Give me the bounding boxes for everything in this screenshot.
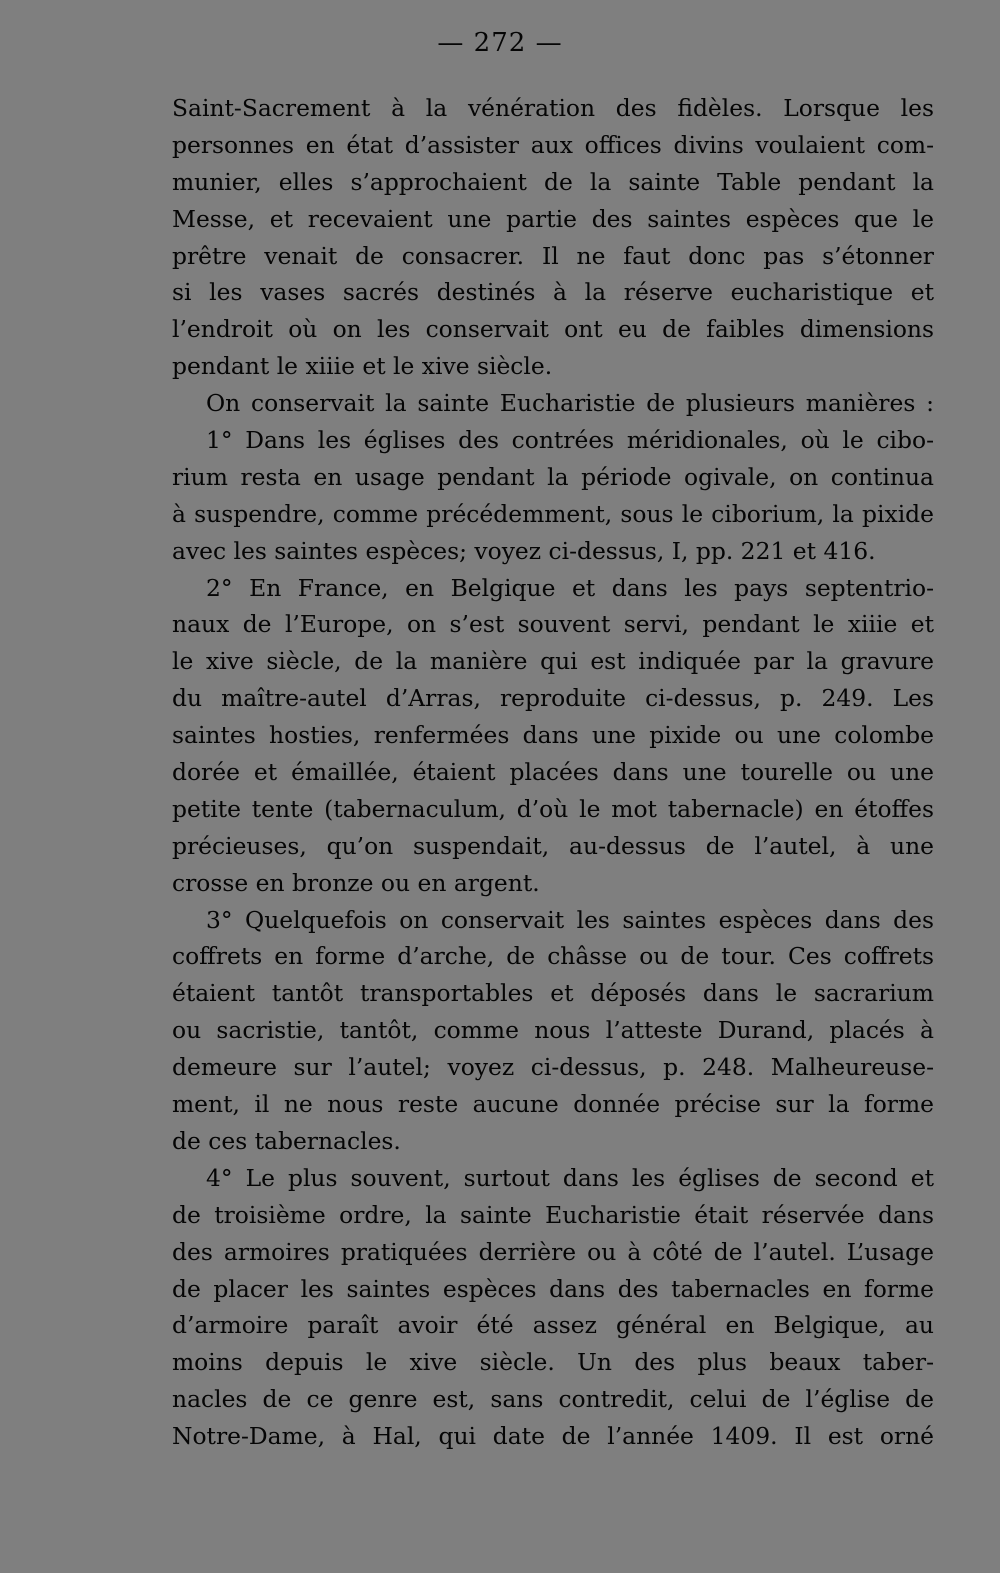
text-line: 4° Le plus souvent, surtout dans les églises de second et: [206, 1163, 934, 1192]
text-line: 1° Dans les églises des contrées méridionales, où le cibo-: [206, 426, 934, 455]
text-line: étaient tantôt transportables et déposés dans le sacrarium: [172, 979, 934, 1008]
text-line: demeure sur l’autel; voyez ci-dessus, p. 248. Malheureuse-: [172, 1053, 934, 1082]
text-line: petite tente (tabernaculum, d’où le mot tabernacle) en étoffes: [172, 794, 934, 823]
text-line: 3° Quelquefois on conservait les saintes espèces dans des: [206, 905, 934, 934]
text-line: de placer les saintes espèces dans des tabernacles en forme: [172, 1274, 934, 1303]
text-line: à suspendre, comme précédemment, sous le ciborium, la pixide: [172, 499, 934, 528]
text-line: du maître-autel d’Arras, reproduite ci-dessus, p. 249. Les: [172, 684, 934, 713]
page-number: — 272 —: [437, 28, 563, 58]
text-line: avec les saintes espèces; voyez ci-dessus, I, pp. 221 et 416.: [172, 536, 876, 565]
text-line: ou sacristie, tantôt, comme nous l’atteste Durand, placés à: [172, 1016, 934, 1045]
text-line: On conservait la sainte Eucharistie de plusieurs manières :: [206, 389, 934, 418]
text-line: précieuses, qu’on suspendait, au-dessus de l’autel, à une: [172, 831, 934, 860]
text-line: Notre-Dame, à Hal, qui date de l’année 1409. Il est orné: [172, 1422, 934, 1451]
text-line: personnes en état d’assister aux offices divins voulaient com-: [172, 130, 934, 159]
text-line: moins depuis le xive siècle. Un des plus beaux taber-: [172, 1348, 934, 1377]
text-line: dorée et émaillée, étaient placées dans une tourelle ou une: [172, 758, 934, 787]
text-line: de ces tabernacles.: [172, 1126, 401, 1155]
body-text: [172, 90, 934, 1455]
text-line: si les vases sacrés destinés à la réserve eucharistique et: [172, 278, 934, 307]
text-line: d’armoire paraît avoir été assez général en Belgique, au: [172, 1311, 934, 1340]
text-line: l’endroit où on les conservait ont eu de faibles dimensions: [172, 315, 934, 344]
text-line: prêtre venait de consacrer. Il ne faut donc pas s’étonner: [172, 241, 934, 270]
text-line: 2° En France, en Belgique et dans les pays septentrio-: [206, 573, 934, 602]
text-line: coffrets en forme d’arche, de châsse ou de tour. Ces coffrets: [172, 942, 934, 971]
text-line: Saint-Sacrement à la vénération des fidèles. Lorsque les: [172, 94, 934, 122]
text-line: naux de l’Europe, on s’est souvent servi, pendant le xiiie et: [172, 610, 934, 639]
text-line: saintes hosties, renfermées dans une pixide ou une colombe: [172, 721, 934, 750]
text-line: ment, il ne nous reste aucune donnée précise sur la forme: [172, 1090, 934, 1119]
text-line: munier, elles s’approchaient de la sainte Table pendant la: [172, 167, 934, 196]
text-line: des armoires pratiquées derrière ou à côté de l’autel. L’usage: [172, 1237, 934, 1266]
text-line: pendant le xiiie et le xive siècle.: [172, 352, 553, 381]
text-line: crosse en bronze ou en argent.: [172, 868, 540, 897]
text-line: nacles de ce genre est, sans contredit, celui de l’église de: [172, 1385, 934, 1414]
text-line: Messe, et recevaient une partie des saintes espèces que le: [172, 204, 934, 233]
text-line: le xive siècle, de la manière qui est indiquée par la gravure: [172, 647, 934, 676]
text-line: rium resta en usage pendant la période ogivale, on continua: [172, 462, 934, 491]
text-line: de troisième ordre, la sainte Eucharistie était réservée dans: [172, 1200, 934, 1229]
